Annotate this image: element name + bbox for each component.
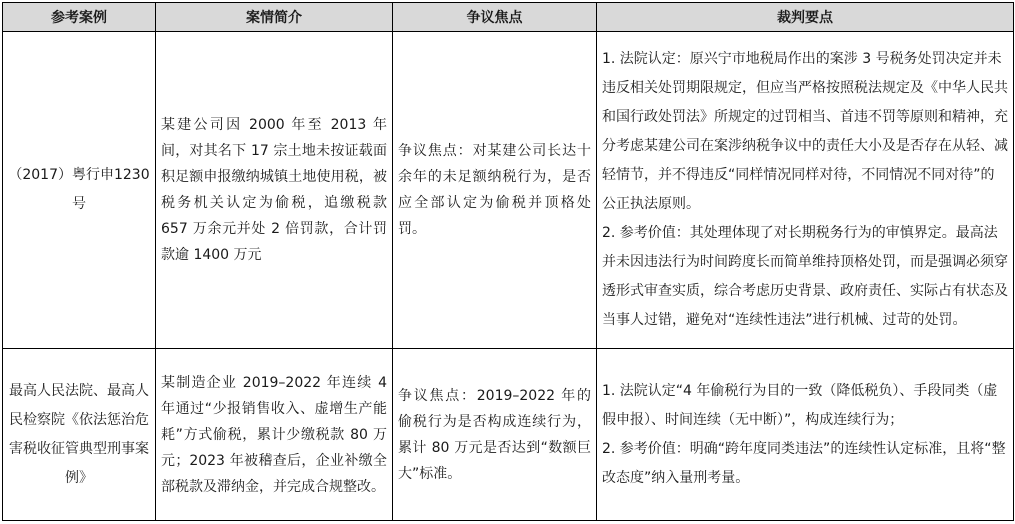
- judgment-points-cell: [597, 32, 1014, 349]
- judgment-points-cell: [597, 349, 1014, 521]
- header-dispute-focus: 争议焦点: [393, 3, 597, 32]
- table-row: [3, 349, 1014, 521]
- header-judgment-points: 裁判要点: [597, 3, 1014, 32]
- dispute-focus-cell: 争议焦点：2019–2022 年的偷税行为是否构成连续行为，累计 80 万元是否达到“数额巨大”标准。: [393, 349, 597, 521]
- table-row: [3, 32, 1014, 349]
- case-summary-cell: 某制造企业 2019–2022 年连续 4 年通过“少报销售收入、虚增生产能耗”方式偷税，累计少缴税款 80 万元；2023 年被稽查后，企业补缴全部税款及滞纳金，并完成合规整改。: [156, 349, 393, 521]
- case-table: [2, 2, 1014, 521]
- reference-case-cell: （2017）粤行申1230号: [3, 32, 156, 349]
- judgment-point-court-finding: 1. 法院认定“4 年偷税行为目的一致（降低税负）、手段同类（虚假申报）、时间连续（无中断）”，构成连续行为；: [602, 382, 998, 428]
- case-summary-cell: 某建公司因 2000 年至 2013 年间，对其名下 17 宗土地未按证载面积足额申报缴纳城镇土地使用税，被税务机关认定为偷税，追缴税款 657 万余元并处 2 倍罚款，合计罚款逾 1400 万元: [156, 32, 393, 349]
- header-reference-case: 参考案例: [3, 3, 156, 32]
- table-header-row: [3, 3, 1014, 32]
- dispute-focus-cell: 争议焦点：对某建公司长达十余年的未足额纳税行为，是否应全部认定为偷税并顶格处罚。: [393, 32, 597, 349]
- judgment-point-reference-value: 2. 参考价值：明确“跨年度同类违法”的连续性认定标准，且将“整改态度”纳入量刑考量。: [602, 440, 1006, 486]
- judgment-point-court-finding: 1. 法院认定：原兴宁市地税局作出的案涉 3 号税务处罚决定并未违反相关处罚期限规定，但应当严格按照税法规定及《中华人民共和国行政处罚法》所规定的过罚相当、首违不罚等原则和精神，充分考虑某建公司在案涉纳税争议中的责任大小及是否存在从轻、减轻情节，并不得违反“同样情况同样对待，不同情况不同对待”的公正执法原则。: [602, 51, 1008, 212]
- judgment-point-reference-value: 2. 参考价值：其处理体现了对长期税务行为的审慎界定。最高法并未因违法行为时间跨度长而简单维持顶格处罚，而是强调必须穿透形式审查实质，综合考虑历史背景、政府责任、实际占有状态及当事人过错，避免对“连续性违法”进行机械、过苛的处罚。: [602, 225, 1008, 328]
- header-case-summary: 案情简介: [156, 3, 393, 32]
- reference-case-cell: 最高人民法院、最高人民检察院《依法惩治危害税收征管典型刑事案例》: [3, 349, 156, 521]
